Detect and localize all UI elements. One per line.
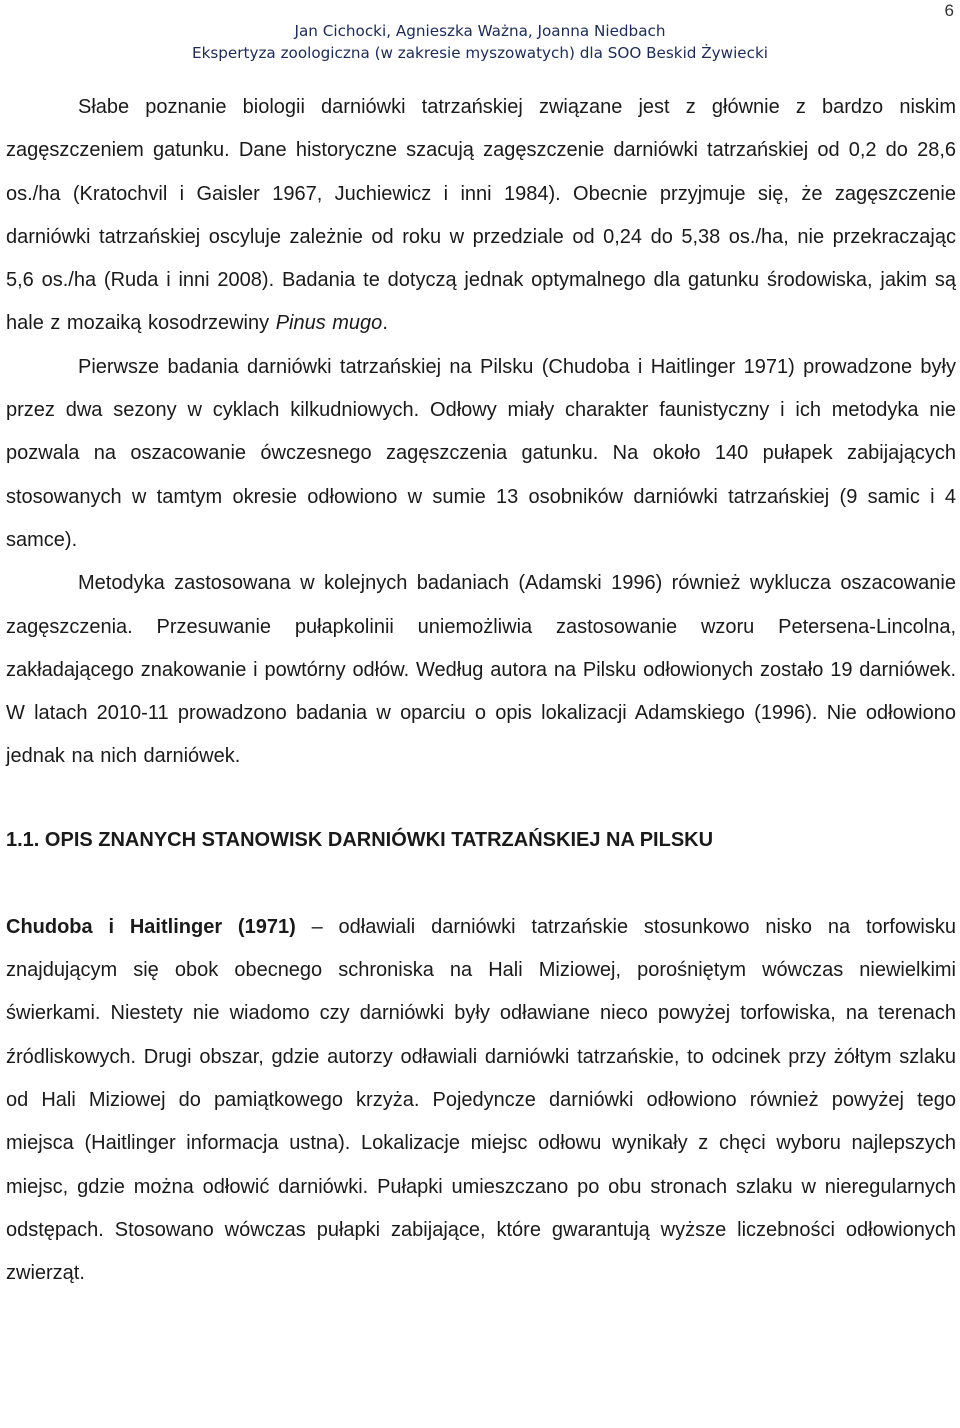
- paragraph-density-end: .: [382, 312, 388, 335]
- page-number: 6: [944, 1, 954, 20]
- paragraph-sites: [6, 906, 956, 1296]
- running-header: [0, 20, 960, 64]
- paragraph-density-text: Słabe poznanie biologii darniówki tatrzańskiej związane jest z głównie z bardzo niskim zagęszczeniem gatunku. Dane historyczne szacują zagęszczenie darniówki tatrzańskiej od 0,2 do 28,6 os./ha (Kratochvil i Gaisler 1967, Juchiewicz i inni 1984). Obecnie przyjmuje się, że zagęszczenie darniówki tatrzańskiej oscyluje zależnie od roku w przedziale od 0,24 do 5,38 os./ha, nie przekraczając 5,6 os./ha (Ruda i inni 2008). Badania te dotyczą jednak optymalnego dla gatunku środowiska, jakim są hale z mozaiką kosodrzewiny: [6, 96, 956, 335]
- document-body: [6, 86, 956, 1295]
- paragraph-sites-text: – odławiali darniówki tatrzańskie stosunkowo nisko na torfowisku znajdującym się obok obecnego schroniska na Hali Miziowej, porośniętym wówczas niewielkimi świerkami. Niestety nie wiadomo czy darniówki były odławiane nieco powyżej torfowiska, na terenach źródliskowych. Drugi obszar, gdzie autorzy odławiali darniówki tatrzańskie, to odcinek przy żółtym szlaku od Hali Miziowej do pamiątkowego krzyża. Pojedyncze darniówki odłowiono również powyżej tego miejsca (Haitlinger informacja ustna). Lokalizacje miejsc odłowu wynikały z chęci wyboru najlepszych miejsc, gdzie można odłowić darniówki. Pułapki umieszczano po obu stronach szlaku w nieregularnych odstępach. Stosowano wówczas pułapki zabijające, które gwarantują wyższe liczebności odłowionych zwierząt.: [6, 915, 956, 1285]
- paragraph-first-studies: Pierwsze badania darniówki tatrzańskiej na Pilsku (Chudoba i Haitlinger 1971) prowadzone były przez dwa sezony w cyklach kilkudniowych. Odłowy miały charakter faunistyczny i ich metodyka nie pozwala na oszacowanie ówczesnego zagęszczenia gatunku. Na około 140 pułapek zabijających stosowanych w tamtym okresie odłowiono w sumie 13 osobników darniówki tatrzańskiej (9 samic i 4 samce).: [6, 355, 956, 551]
- paragraph-methodology: Metodyka zastosowana w kolejnych badaniach (Adamski 1996) również wyklucza oszacowanie zagęszczenia. Przesuwanie pułapkolinii uniemożliwia zastosowanie wzoru Petersena-Lincolna, zakładającego znakowanie i powtórny odłów. Według autora na Pilsku odłowionych zostało 19 darniówek. W latach 2010-11 prowadzono badania w oparciu o opis lokalizacji Adamskiego (1996). Nie odłowiono jednak na nich darniówek.: [6, 572, 956, 768]
- paragraph-sites-lead: Chudoba i Haitlinger (1971): [6, 915, 296, 938]
- paragraph-density: [6, 86, 956, 346]
- species-name: Pinus mugo: [275, 312, 383, 335]
- header-authors: Jan Cichocki, Agnieszka Ważna, Joanna Niedbach: [294, 22, 666, 40]
- header-title: Ekspertyza zoologiczna (w zakresie myszowatych) dla SOO Beskid Żywiecki: [191, 44, 769, 62]
- section-heading: 1.1. OPIS ZNANYCH STANOWISK DARNIÓWKI TATRZAŃSKIEJ NA PILSKU: [6, 828, 714, 851]
